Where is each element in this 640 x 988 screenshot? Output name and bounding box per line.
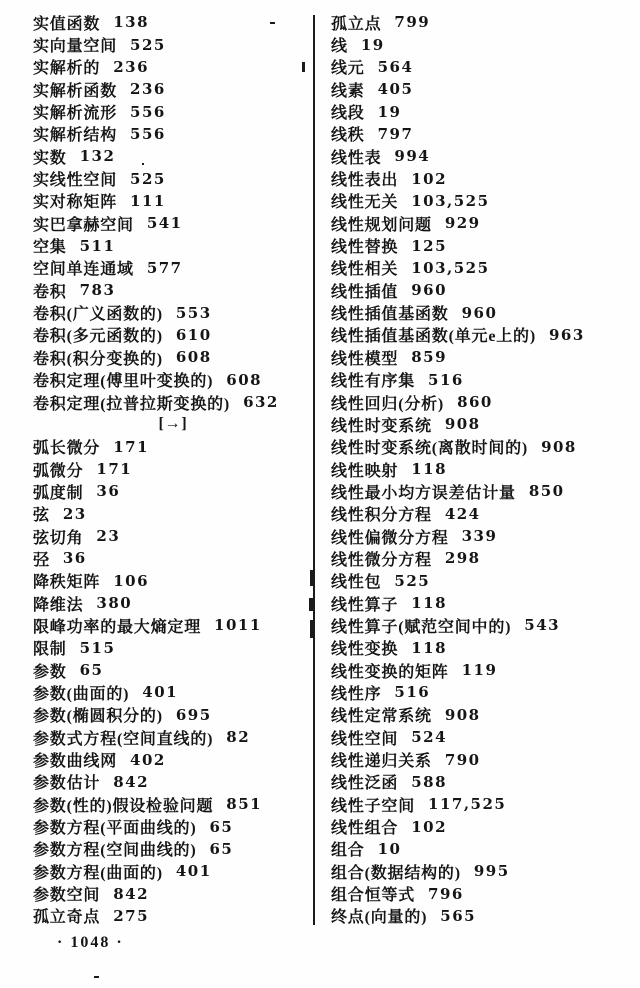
entry-term: 孤立奇点	[33, 909, 101, 927]
entry-page-numbers: 132	[79, 147, 116, 166]
index-entry	[331, 234, 631, 256]
entry-term: 参数(曲面的)	[33, 686, 130, 703]
entry-term: 组合恒等式	[331, 887, 416, 904]
index-entry	[33, 592, 313, 614]
entry-term: 弧度制	[33, 485, 84, 502]
index-entry	[33, 704, 313, 726]
entry-term: 实解析的	[33, 60, 101, 78]
entry-term: 线	[331, 38, 348, 55]
entry-page-numbers: 783	[79, 281, 116, 300]
index-entry	[331, 793, 631, 815]
entry-page-numbers: 556	[130, 124, 166, 143]
entry-term: 线性插值	[331, 283, 399, 301]
index-entry	[33, 882, 313, 904]
index-entry	[33, 726, 313, 748]
entry-page-numbers: 608	[226, 370, 263, 389]
entry-page-numbers: 929	[444, 214, 481, 233]
entry-page-numbers: 908	[541, 437, 577, 456]
entry-term: 弦	[33, 507, 50, 525]
entry-term: 线性时变系统(离散时间的)	[331, 440, 529, 457]
entry-page-numbers: 516	[394, 683, 431, 702]
index-entry	[33, 748, 313, 770]
entry-term: 线秩	[331, 127, 365, 145]
entry-page-numbers: 565	[440, 906, 477, 925]
entry-page-numbers: 339	[461, 527, 498, 546]
entry-page-numbers: 171	[96, 460, 133, 479]
index-entry	[331, 905, 631, 927]
scan-artifact	[94, 976, 99, 978]
entry-page-numbers: 960	[411, 281, 448, 300]
entry-page-numbers: 424	[444, 504, 481, 523]
index-entry	[331, 346, 631, 368]
scan-artifact	[310, 620, 315, 638]
entry-term: 线性序	[331, 686, 382, 703]
index-entry	[33, 234, 313, 256]
entry-term: 参数方程(平面曲线的)	[33, 820, 197, 837]
index-entry	[331, 56, 631, 78]
index-entry	[33, 413, 313, 435]
entry-page-numbers: 516	[428, 370, 464, 389]
entry-term: 线性微分方程	[331, 552, 432, 569]
index-entry	[331, 748, 631, 770]
index-entry	[331, 637, 631, 659]
entry-term: 线性插值基函数(单元e上的)	[331, 328, 536, 346]
index-entry	[331, 480, 631, 502]
entry-term: 实线性空间	[33, 172, 118, 189]
entry-term: 线性递归关系	[331, 753, 432, 770]
index-entry	[33, 100, 313, 122]
index-entry	[331, 771, 631, 793]
entry-term: 降秩矩阵	[33, 574, 101, 592]
index-entry	[331, 279, 631, 301]
entry-page-numbers: 632	[243, 393, 279, 412]
entry-term: 弦切角	[33, 529, 84, 547]
entry-page-numbers: 543	[524, 616, 561, 635]
entry-page-numbers: 960	[461, 303, 498, 322]
entry-page-numbers: 401	[142, 683, 179, 702]
index-entry	[331, 257, 631, 279]
entry-page-numbers: 859	[411, 348, 448, 367]
index-entry	[331, 123, 631, 145]
entry-term: 线性偏微分方程	[331, 529, 449, 547]
entry-page-numbers: 171	[113, 437, 150, 456]
entry-page-numbers: 608	[175, 348, 212, 367]
index-entry	[331, 681, 631, 703]
entry-term: 实巴拿赫空间	[33, 216, 134, 234]
index-entry	[331, 413, 631, 435]
entry-term: 线性规划问题	[331, 216, 432, 234]
entry-term: 实对称矩阵	[33, 194, 118, 212]
index-entry	[331, 659, 631, 681]
entry-page-numbers: 118	[411, 638, 448, 657]
entry-page-numbers: 842	[113, 772, 150, 791]
right-column	[331, 11, 631, 927]
entry-page-numbers: 10	[377, 839, 402, 858]
entry-page-numbers: 138	[113, 13, 150, 32]
entry-page-numbers: 36	[62, 549, 87, 568]
index-entry	[331, 614, 631, 636]
entry-term: 线性子空间	[331, 797, 416, 815]
entry-term: 卷积定理(傅里叶变换的)	[33, 373, 214, 390]
entry-term: 参数空间	[33, 887, 101, 904]
entry-term: 参数式方程(空间直线的)	[33, 730, 214, 748]
entry-term: [→]	[158, 415, 188, 433]
page-number: · 1048 ·	[57, 934, 124, 951]
index-entry	[33, 838, 313, 860]
entry-term: 空集	[33, 239, 67, 256]
entry-page-numbers: 23	[62, 504, 87, 523]
index-entry	[331, 547, 631, 569]
index-entry	[331, 212, 631, 234]
entry-page-numbers: 118	[411, 460, 448, 479]
entry-term: 实解析流形	[33, 105, 118, 122]
entry-term: 组合	[331, 842, 365, 860]
index-entry	[33, 369, 313, 391]
entry-term: 弧长微分	[33, 440, 101, 457]
entry-term: 孤立点	[331, 15, 382, 33]
index-entry	[33, 324, 313, 346]
scan-artifact	[310, 570, 315, 586]
entry-page-numbers: 65	[79, 661, 104, 680]
index-entry	[33, 78, 313, 100]
index-entry	[331, 838, 631, 860]
index-entry	[33, 145, 313, 167]
entry-term: 终点(向量的)	[331, 909, 428, 927]
index-entry	[33, 436, 313, 458]
index-entry	[33, 167, 313, 189]
index-entry	[331, 190, 631, 212]
index-entry	[33, 771, 313, 793]
index-entry	[331, 145, 631, 167]
index-entry	[33, 614, 313, 636]
index-entry	[33, 301, 313, 323]
index-entry	[331, 726, 631, 748]
scan-artifact	[270, 22, 275, 24]
entry-term: 线性组合	[331, 820, 399, 837]
entry-term: 参数方程(空间曲线的)	[33, 842, 197, 860]
entry-page-numbers: 125	[411, 236, 448, 255]
entry-term: 线段	[331, 105, 365, 122]
index-entry	[33, 547, 313, 569]
index-entry	[331, 78, 631, 100]
entry-page-numbers: 65	[209, 839, 234, 858]
entry-term: 参数(性的)假设检验问题	[33, 797, 214, 815]
entry-term: 实向量空间	[33, 38, 118, 55]
entry-term: 线性空间	[331, 730, 399, 748]
index-entry	[331, 436, 631, 458]
index-entry	[33, 123, 313, 145]
entry-page-numbers: 524	[411, 728, 448, 747]
entry-page-numbers: 82	[226, 728, 251, 747]
entry-term: 线性无关	[331, 194, 399, 212]
entry-page-numbers: 236	[113, 57, 150, 76]
entry-page-numbers: 994	[394, 147, 431, 166]
entry-page-numbers: 102	[411, 169, 448, 188]
entry-term: 线性变换的矩阵	[331, 663, 449, 681]
entry-term: 参数估计	[33, 775, 101, 793]
scan-artifact	[309, 598, 315, 611]
entry-page-numbers: 103,525	[411, 258, 490, 277]
entry-term: 线素	[331, 82, 365, 100]
index-entry	[33, 905, 313, 927]
index-entry	[33, 190, 313, 212]
index-entry	[331, 301, 631, 323]
entry-term: 实数	[33, 149, 67, 167]
entry-term: 空间单连通域	[33, 261, 134, 279]
index-entry	[33, 570, 313, 592]
entry-page-numbers: 1011	[214, 616, 262, 635]
index-entry	[33, 279, 313, 301]
entry-term: 卷积(广义函数的)	[33, 306, 163, 323]
entry-term: 线性相关	[331, 261, 399, 279]
entry-term: 线性定常系统	[331, 708, 432, 726]
index-entry	[33, 212, 313, 234]
index-entry	[33, 815, 313, 837]
entry-term: 线性包	[331, 574, 382, 592]
index-entry	[33, 525, 313, 547]
entry-page-numbers: 850	[528, 482, 565, 501]
index-entry	[331, 324, 631, 346]
index-entry	[331, 391, 631, 413]
entry-page-numbers: 380	[96, 594, 133, 613]
entry-term: 线性有序集	[331, 373, 416, 390]
entry-term: 卷积(积分变换的)	[33, 350, 163, 368]
entry-page-numbers: 106	[113, 571, 150, 590]
entry-term: 线性泛函	[331, 775, 399, 793]
entry-page-numbers: 111	[130, 191, 166, 210]
index-entry	[331, 704, 631, 726]
scan-artifact	[302, 62, 305, 72]
entry-term: 线性时变系统	[331, 417, 432, 435]
entry-page-numbers: 402	[130, 750, 166, 769]
entry-term: 参数	[33, 663, 67, 681]
entry-page-numbers: 851	[226, 795, 263, 814]
entry-page-numbers: 564	[377, 57, 414, 76]
entry-term: 限峰功率的最大熵定理	[33, 619, 202, 636]
entry-page-numbers: 963	[548, 325, 585, 344]
entry-term: 线性替换	[331, 239, 399, 256]
entry-page-numbers: 65	[209, 817, 234, 836]
entry-term: 线性模型	[331, 350, 399, 368]
index-entry	[331, 33, 631, 55]
entry-term: 弪	[33, 552, 50, 569]
index-entry	[33, 860, 313, 882]
entry-term: 线性表	[331, 149, 382, 167]
entry-page-numbers: 577	[146, 258, 183, 277]
index-entry	[33, 56, 313, 78]
entry-term: 弧微分	[33, 462, 84, 480]
entry-page-numbers: 236	[130, 80, 166, 99]
entry-term: 实解析结构	[33, 127, 118, 145]
index-entry	[331, 592, 631, 614]
entry-page-numbers: 515	[79, 638, 116, 657]
entry-term: 线性最小均方误差估计量	[331, 485, 516, 502]
entry-page-numbers: 799	[394, 13, 431, 32]
entry-page-numbers: 19	[360, 35, 385, 54]
entry-page-numbers: 797	[377, 124, 414, 143]
index-entry	[33, 503, 313, 525]
index-entry	[33, 33, 313, 55]
entry-term: 参数(椭圆积分的)	[33, 708, 163, 726]
index-entry	[331, 525, 631, 547]
entry-page-numbers: 525	[394, 571, 431, 590]
index-entry	[331, 458, 631, 480]
entry-page-numbers: 525	[130, 169, 166, 188]
entry-page-numbers: 511	[79, 236, 116, 255]
entry-term: 卷积	[33, 283, 67, 301]
left-column	[33, 11, 313, 927]
entry-page-numbers: 525	[130, 35, 166, 54]
index-entry	[331, 570, 631, 592]
entry-term: 卷积(多元函数的)	[33, 328, 163, 346]
entry-page-numbers: 995	[473, 862, 510, 881]
entry-page-numbers: 541	[146, 214, 183, 233]
scan-artifact	[142, 163, 144, 165]
entry-page-numbers: 405	[377, 80, 414, 99]
index-entry	[33, 681, 313, 703]
index-entry	[331, 100, 631, 122]
entry-page-numbers: 401	[175, 862, 212, 881]
entry-term: 参数曲线网	[33, 753, 118, 770]
entry-term: 组合(数据结构的)	[331, 864, 461, 882]
entry-page-numbers: 103,525	[411, 191, 490, 210]
entry-page-numbers: 117,525	[428, 795, 507, 814]
entry-page-numbers: 36	[96, 482, 121, 501]
entry-term: 实值函数	[33, 15, 101, 33]
entry-term: 线性插值基函数	[331, 306, 449, 323]
index-entry	[33, 793, 313, 815]
entry-term: 线性算子(赋范空间中的)	[331, 619, 512, 636]
entry-page-numbers: 298	[444, 549, 481, 568]
entry-term: 限制	[33, 641, 67, 659]
entry-page-numbers: 588	[411, 772, 448, 791]
index-entry	[331, 860, 631, 882]
entry-term: 线性算子	[331, 596, 399, 614]
column-divider-rule	[313, 15, 315, 925]
index-entry	[331, 882, 631, 904]
entry-term: 线元	[331, 60, 365, 78]
entry-term: 线性表出	[331, 172, 399, 189]
index-entry	[331, 503, 631, 525]
entry-page-numbers: 860	[457, 393, 493, 412]
entry-term: 线性积分方程	[331, 507, 432, 525]
index-entry	[331, 369, 631, 391]
entry-page-numbers: 119	[461, 661, 498, 680]
index-entry	[331, 11, 631, 33]
entry-page-numbers: 610	[175, 325, 212, 344]
entry-page-numbers: 908	[444, 415, 481, 434]
entry-term: 线性映射	[331, 462, 399, 480]
index-entry	[33, 637, 313, 659]
entry-page-numbers: 19	[377, 102, 402, 121]
index-entry	[33, 346, 313, 368]
entry-term: 线性变换	[331, 641, 399, 659]
entry-page-numbers: 118	[411, 594, 448, 613]
index-entry	[331, 815, 631, 837]
index-entry	[33, 391, 313, 413]
index-entry	[33, 480, 313, 502]
index-entry	[33, 257, 313, 279]
entry-term: 线性回归(分析)	[331, 395, 445, 413]
index-entry	[33, 659, 313, 681]
entry-page-numbers: 695	[175, 705, 212, 724]
entry-page-numbers: 23	[96, 527, 121, 546]
entry-page-numbers: 102	[411, 817, 448, 836]
entry-term: 降维法	[33, 596, 84, 614]
entry-page-numbers: 556	[130, 102, 166, 121]
entry-term: 卷积定理(拉普拉斯变换的)	[33, 395, 231, 413]
index-entry	[331, 167, 631, 189]
entry-page-numbers: 790	[444, 750, 481, 769]
entry-page-numbers: 275	[113, 906, 150, 925]
entry-page-numbers: 553	[175, 303, 212, 322]
entry-page-numbers: 796	[428, 884, 464, 903]
entry-term: 实解析函数	[33, 82, 118, 100]
entry-page-numbers: 908	[444, 705, 481, 724]
entry-term: 参数方程(曲面的)	[33, 864, 163, 882]
entry-page-numbers: 842	[113, 884, 150, 903]
index-entry	[33, 458, 313, 480]
